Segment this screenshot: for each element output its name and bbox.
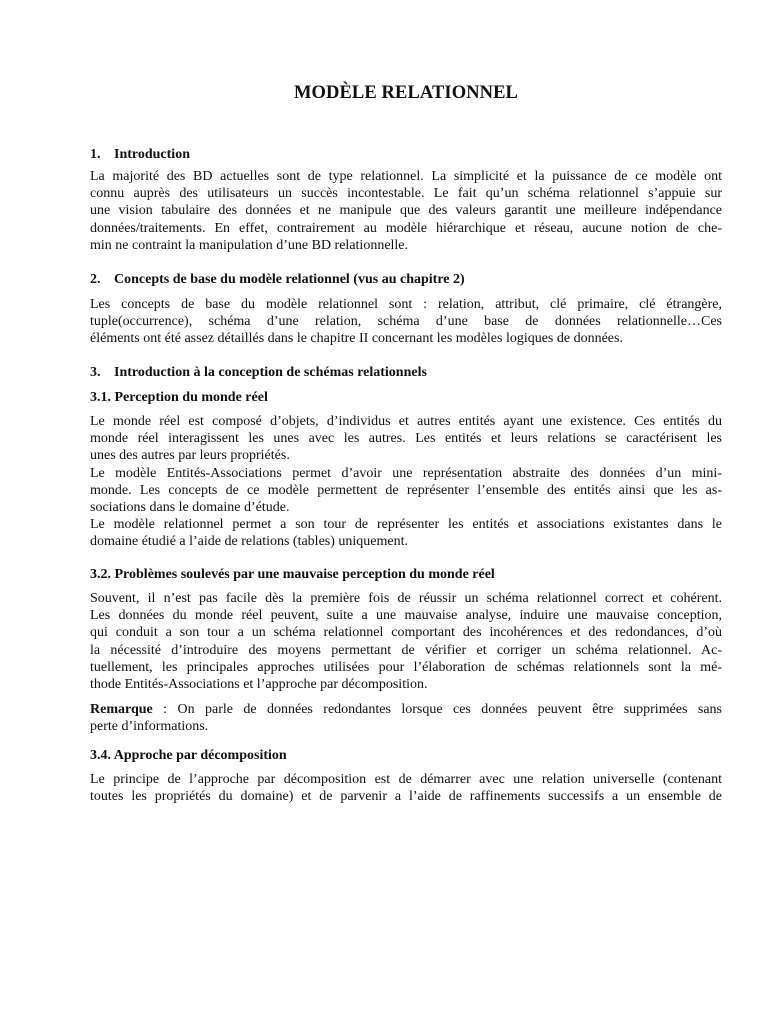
section-2-heading: [90, 271, 465, 288]
text-line: min ne contraint la manipulation d’une BD relationnelle.: [90, 237, 409, 253]
text-line: Les concepts de base du modèle relationnel sont : relation, attribut, clé primaire, clé étrangère,: [90, 297, 722, 312]
section-3-number: 3.: [90, 365, 101, 380]
text-line: connu auprès des utilisateurs un succès incontestable. Le fait qu’un schéma relationnel s’appuie sur: [90, 186, 722, 202]
section-2-title: Concepts de base du modèle relationnel (vus au chapitre 2): [114, 272, 465, 287]
section-1-paragraph: [90, 168, 722, 254]
remark-paragraph: [90, 701, 722, 735]
subsection-3-2-paragraph: [90, 590, 722, 693]
text-line: perte d’informations.: [90, 719, 209, 735]
text-line: thode Entités-Associations et l’approche par décomposition.: [90, 676, 428, 692]
text-line: Le modèle relationnel permet a son tour de représenter les entités et associations existantes dans le: [90, 517, 722, 533]
remark-label: Remarque: [90, 702, 153, 717]
text-line: monde réel interagissent les unes avec les autres. Les entités et leurs relations se caractérisent les: [90, 431, 722, 447]
section-2-paragraph: [90, 296, 722, 348]
subsection-3-4-paragraph: [90, 771, 722, 805]
subsection-3-1-paragraph: [90, 413, 722, 551]
text-line: Les données du monde réel peuvent, suite a une mauvaise analyse, induire une mauvaise conception,: [90, 608, 722, 624]
text-line: [90, 701, 722, 718]
section-3-heading: [90, 364, 427, 381]
text-line: Le monde réel est composé d’objets, d’individus et autres entités ayant une existence. Ces entités du: [90, 414, 722, 429]
section-1-title: Introduction: [114, 147, 190, 162]
section-3-title: Introduction à la conception de schémas relationnels: [114, 365, 427, 380]
text-line: éléments ont été assez détaillés dans le chapitre II concernant les modèles logiques de données.: [90, 331, 623, 347]
subsection-3-1-heading: 3.1. Perception du monde réel: [90, 390, 268, 405]
text-line: monde. Les concepts de ce modèle permettent de représenter l’ensemble des entités ainsi que les as-: [90, 482, 722, 498]
text-line: La majorité des BD actuelles sont de type relationnel. La simplicité et la puissance de ce modèle ont: [90, 169, 722, 184]
subsection-3-2-heading: 3.2. Problèmes soulevés par une mauvaise perception du monde réel: [90, 567, 495, 582]
text-line: sociations dans le domaine d’étude.: [90, 499, 290, 515]
text-line: Le principe de l’approche par décomposition est de démarrer avec une relation universelle (contenant: [90, 772, 722, 787]
document-title: MODÈLE RELATIONNEL: [293, 83, 518, 103]
section-1-heading: [90, 146, 190, 163]
text-line: qui conduit a son tour a un schéma relationnel comportant des incohérences et des redondances, d’où: [90, 625, 722, 641]
section-1-number: 1.: [90, 147, 101, 162]
text-line: Souvent, il n’est pas facile dès la première fois de réussir un schéma relationnel correct et cohérent.: [90, 591, 722, 606]
remark-text: : On parle de données redondantes lorsque ces données peuvent être supprimées sans: [152, 702, 722, 717]
section-2-number: 2.: [90, 272, 101, 287]
text-line: tuellement, les principales approches utilisées pour l’élaboration de schémas relationnels sont la mé-: [90, 659, 722, 675]
text-line: toutes les propriétés du domaine) et de parvenir a l’aide de raffinements successifs a un ensemble de: [90, 789, 722, 805]
text-line: données/traitements. En effet, contrairement au modèle hiérarchique et réseau, aucune notion de che-: [90, 220, 722, 236]
text-line: domaine étudié a l’aide de relations (tables) uniquement.: [90, 534, 408, 550]
text-line: Le modèle Entités-Associations permet d’avoir une représentation abstraite des données d’un mini-: [90, 465, 722, 481]
text-line: une vision tabulaire des données et ne manipule que des valeurs garantit une meilleure indépendance: [90, 203, 722, 219]
subsection-3-4-heading: 3.4. Approche par décomposition: [90, 748, 287, 763]
text-line: la nécessité d’introduire des moyens permettant de vérifier et corriger un schéma relationnel. Ac-: [90, 642, 722, 658]
text-line: unes des autres par leurs propriétés.: [90, 448, 290, 464]
text-line: tuple(occurrence), schéma d’une relation, schéma d’une base de données relationnelle…Ces: [90, 314, 722, 330]
